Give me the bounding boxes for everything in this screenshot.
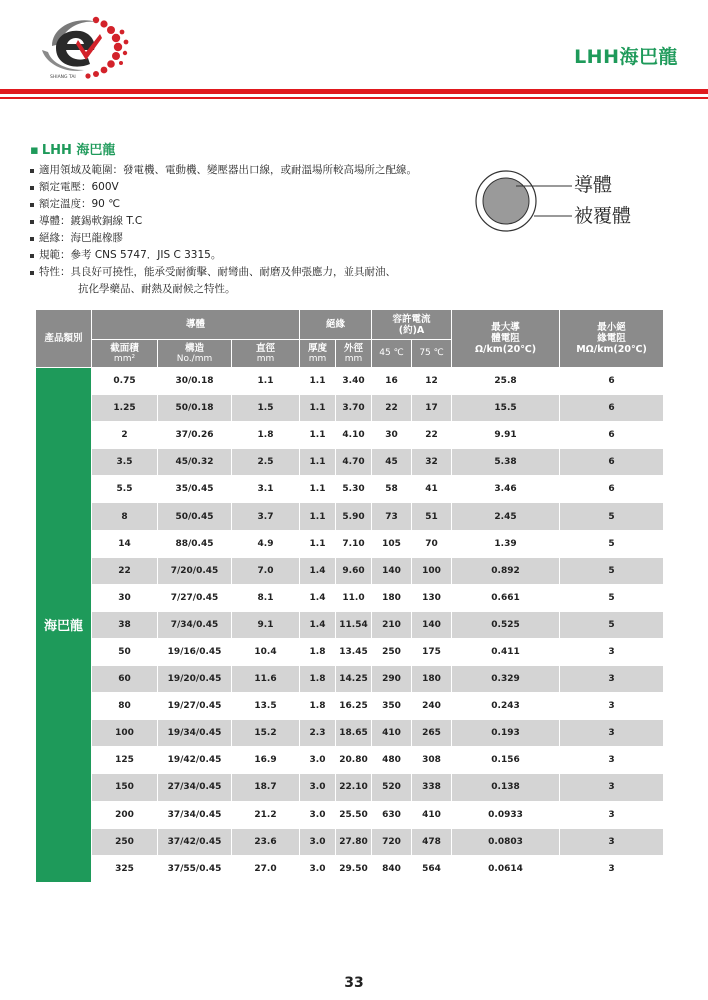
cell-area: 50: [92, 638, 158, 665]
cell-min-insulation: 5: [560, 611, 664, 638]
header-max-resistance: [452, 310, 560, 368]
cell-current-45: 45: [372, 449, 412, 476]
spec-table-container: [35, 309, 663, 883]
cell-area: 38: [92, 611, 158, 638]
cell-max-resistance: 0.329: [452, 666, 560, 693]
cell-area: 325: [92, 855, 158, 882]
cell-max-resistance: 3.46: [452, 476, 560, 503]
cell-current-45: 250: [372, 638, 412, 665]
cell-thickness: 1.4: [300, 584, 336, 611]
table-row: [36, 638, 664, 665]
header-conductor: 導體: [92, 310, 300, 340]
spec-voltage: 額定電壓：600V: [30, 179, 470, 196]
header-construction-line1: 構造: [184, 342, 204, 354]
cell-area: 100: [92, 720, 158, 747]
header-current-line1: 容許電流: [392, 313, 431, 325]
table-row: [36, 693, 664, 720]
page-number: 33: [344, 975, 364, 991]
cell-current-75: 41: [412, 476, 452, 503]
cell-max-resistance: 0.243: [452, 693, 560, 720]
cell-max-resistance: 0.0614: [452, 855, 560, 882]
cell-thickness: 2.3: [300, 720, 336, 747]
cell-outer-diameter: 3.70: [336, 395, 372, 422]
header-thickness: [300, 340, 336, 368]
cell-outer-diameter: 25.50: [336, 801, 372, 828]
spec-insulation: 絕緣：海巴龍橡膠: [30, 230, 470, 247]
cell-current-45: 720: [372, 828, 412, 855]
cell-outer-diameter: 7.10: [336, 530, 372, 557]
cell-current-45: 480: [372, 747, 412, 774]
label-conductor: 導體: [574, 174, 613, 196]
cable-cross-section-diagram: [472, 168, 672, 238]
cell-area: 150: [92, 774, 158, 801]
cell-min-insulation: 3: [560, 747, 664, 774]
cell-current-75: 308: [412, 747, 452, 774]
cell-thickness: 3.0: [300, 828, 336, 855]
header-current: [372, 310, 452, 340]
table-row: [36, 422, 664, 449]
cell-area: 60: [92, 666, 158, 693]
header-max-resistance-line1: 最大導: [491, 322, 520, 333]
header-temp-45: 45 ℃: [372, 340, 412, 368]
spec-properties-continued: 抗化學藥品、耐熱及耐候之特性。: [78, 283, 236, 295]
cell-max-resistance: 0.138: [452, 774, 560, 801]
table-row: [36, 801, 664, 828]
cell-outer-diameter: 29.50: [336, 855, 372, 882]
cell-min-insulation: 3: [560, 801, 664, 828]
header-divider-thick: [0, 89, 708, 94]
table-row: [36, 503, 664, 530]
cell-diameter: 3.7: [232, 503, 300, 530]
cell-outer-diameter: 5.90: [336, 503, 372, 530]
section-title-text: LHH 海巴龍: [41, 143, 116, 158]
cell-diameter: 9.1: [232, 611, 300, 638]
cell-thickness: 1.8: [300, 666, 336, 693]
cell-current-45: 30: [372, 422, 412, 449]
cell-area: 80: [92, 693, 158, 720]
cell-current-75: 51: [412, 503, 452, 530]
cell-current-75: 100: [412, 557, 452, 584]
cell-current-45: 16: [372, 368, 412, 395]
cell-min-insulation: 6: [560, 449, 664, 476]
cell-diameter: 1.8: [232, 422, 300, 449]
header-diameter: [232, 340, 300, 368]
cell-thickness: 1.8: [300, 693, 336, 720]
header-divider-thin: [0, 97, 708, 99]
cell-current-45: 290: [372, 666, 412, 693]
cell-outer-diameter: 14.25: [336, 666, 372, 693]
table-row: [36, 584, 664, 611]
cell-max-resistance: 0.892: [452, 557, 560, 584]
header-construction-line2: No./mm: [176, 353, 213, 364]
cell-diameter: 2.5: [232, 449, 300, 476]
cell-max-resistance: 15.5: [452, 395, 560, 422]
cell-max-resistance: 1.39: [452, 530, 560, 557]
cell-min-insulation: 5: [560, 503, 664, 530]
cell-min-insulation: 5: [560, 584, 664, 611]
cell-diameter: 27.0: [232, 855, 300, 882]
spec-properties: 特性：具良好可撓性，能承受耐衝擊、耐彎曲、耐磨及伸張應力，並具耐油、: [30, 264, 470, 281]
cell-current-45: 180: [372, 584, 412, 611]
table-body: [36, 368, 664, 883]
cell-max-resistance: 0.0933: [452, 801, 560, 828]
spec-application: 適用領域及範圍：發電機、電動機、變壓器出口線，或耐溫場所較高場所之配線。: [30, 162, 470, 179]
cell-thickness: 1.1: [300, 395, 336, 422]
table-row: [36, 449, 664, 476]
header-min-insulation-line3: MΩ/km(20℃): [576, 344, 647, 355]
cell-diameter: 3.1: [232, 476, 300, 503]
cell-diameter: 18.7: [232, 774, 300, 801]
cell-area: 2: [92, 422, 158, 449]
cell-construction: 30/0.18: [158, 368, 232, 395]
cell-thickness: 1.4: [300, 557, 336, 584]
table-row: [36, 476, 664, 503]
cell-area: 0.75: [92, 368, 158, 395]
cell-outer-diameter: 4.10: [336, 422, 372, 449]
cell-min-insulation: 5: [560, 557, 664, 584]
cell-thickness: 1.4: [300, 611, 336, 638]
cell-max-resistance: 2.45: [452, 503, 560, 530]
cell-min-insulation: 6: [560, 395, 664, 422]
table-row: [36, 720, 664, 747]
cell-construction: 45/0.32: [158, 449, 232, 476]
cell-area: 30: [92, 584, 158, 611]
cell-min-insulation: 3: [560, 666, 664, 693]
table-row: [36, 747, 664, 774]
label-insulation: 被覆體: [574, 205, 632, 227]
cell-max-resistance: 0.0803: [452, 828, 560, 855]
cell-construction: 35/0.45: [158, 476, 232, 503]
spec-list: [30, 162, 470, 298]
cell-current-75: 180: [412, 666, 452, 693]
cell-area: 125: [92, 747, 158, 774]
cell-current-45: 22: [372, 395, 412, 422]
cell-construction: 37/34/0.45: [158, 801, 232, 828]
cell-area: 14: [92, 530, 158, 557]
spec-standard: 規範：參考 CNS 5747．JIS C 3315。: [30, 247, 470, 264]
cell-outer-diameter: 5.30: [336, 476, 372, 503]
cell-current-75: 265: [412, 720, 452, 747]
table-row: [36, 395, 664, 422]
cell-construction: 19/20/0.45: [158, 666, 232, 693]
cell-thickness: 3.0: [300, 801, 336, 828]
cell-min-insulation: 6: [560, 476, 664, 503]
table-row: [36, 530, 664, 557]
cell-outer-diameter: 4.70: [336, 449, 372, 476]
cell-construction: 19/42/0.45: [158, 747, 232, 774]
cell-diameter: 21.2: [232, 801, 300, 828]
cell-construction: 19/34/0.45: [158, 720, 232, 747]
header-construction: [158, 340, 232, 368]
cell-thickness: 1.8: [300, 638, 336, 665]
cell-max-resistance: 0.525: [452, 611, 560, 638]
table-row: [36, 368, 664, 395]
cell-diameter: 10.4: [232, 638, 300, 665]
header-area: [92, 340, 158, 368]
cell-diameter: 4.9: [232, 530, 300, 557]
page-header-title: LHH海巴龍: [574, 46, 678, 68]
cell-construction: 27/34/0.45: [158, 774, 232, 801]
cell-construction: 37/55/0.45: [158, 855, 232, 882]
cell-area: 5.5: [92, 476, 158, 503]
cell-thickness: 3.0: [300, 747, 336, 774]
cell-max-resistance: 5.38: [452, 449, 560, 476]
cell-current-45: 520: [372, 774, 412, 801]
header-min-insulation: [560, 310, 664, 368]
header-current-line2: (約)A: [398, 324, 425, 336]
cell-area: 250: [92, 828, 158, 855]
header-max-resistance-line3: Ω/km(20℃): [474, 344, 537, 355]
section-title: [30, 139, 115, 158]
cell-max-resistance: 0.661: [452, 584, 560, 611]
cell-max-resistance: 0.411: [452, 638, 560, 665]
cell-min-insulation: 3: [560, 720, 664, 747]
cell-diameter: 7.0: [232, 557, 300, 584]
company-logo: [22, 8, 132, 82]
cell-current-75: 70: [412, 530, 452, 557]
header-category: 產品類別: [36, 310, 92, 368]
cell-thickness: 3.0: [300, 774, 336, 801]
cell-min-insulation: 5: [560, 530, 664, 557]
cell-outer-diameter: 18.65: [336, 720, 372, 747]
cell-construction: 50/0.18: [158, 395, 232, 422]
section-bullet: ▪: [30, 143, 39, 158]
cell-outer-diameter: 16.25: [336, 693, 372, 720]
cell-current-75: 140: [412, 611, 452, 638]
cell-area: 8: [92, 503, 158, 530]
header-outer-diameter: [336, 340, 372, 368]
cell-construction: 88/0.45: [158, 530, 232, 557]
header-thickness-line2: mm: [308, 353, 327, 364]
table-row: [36, 611, 664, 638]
header-area-line2: mm²: [113, 353, 136, 364]
category-cell: 海巴龍: [36, 368, 92, 883]
logo-text: SHIANG TAI: [50, 75, 76, 80]
header-area-line1: 截面積: [110, 342, 139, 354]
spec-table: [35, 309, 664, 883]
cell-diameter: 1.5: [232, 395, 300, 422]
cell-area: 3.5: [92, 449, 158, 476]
cell-min-insulation: 3: [560, 774, 664, 801]
spec-conductor: 導體：鍍錫軟銅線 T.C: [30, 213, 470, 230]
header-thickness-line1: 厚度: [307, 342, 327, 354]
cell-current-75: 12: [412, 368, 452, 395]
header-insulation: 絕緣: [300, 310, 372, 340]
cell-current-45: 840: [372, 855, 412, 882]
cell-max-resistance: 0.193: [452, 720, 560, 747]
cell-current-75: 17: [412, 395, 452, 422]
cell-max-resistance: 0.156: [452, 747, 560, 774]
cell-current-75: 32: [412, 449, 452, 476]
header-diameter-line2: mm: [256, 353, 275, 364]
cell-construction: 7/20/0.45: [158, 557, 232, 584]
cell-diameter: 1.1: [232, 368, 300, 395]
cell-construction: 37/42/0.45: [158, 828, 232, 855]
table-header: [36, 310, 664, 368]
cell-current-45: 410: [372, 720, 412, 747]
cell-current-75: 175: [412, 638, 452, 665]
cell-construction: 50/0.45: [158, 503, 232, 530]
cell-current-75: 410: [412, 801, 452, 828]
cell-min-insulation: 3: [560, 855, 664, 882]
cell-min-insulation: 3: [560, 828, 664, 855]
cell-current-45: 630: [372, 801, 412, 828]
cell-construction: 7/34/0.45: [158, 611, 232, 638]
cell-current-45: 58: [372, 476, 412, 503]
cell-diameter: 15.2: [232, 720, 300, 747]
cell-diameter: 13.5: [232, 693, 300, 720]
cell-diameter: 8.1: [232, 584, 300, 611]
cell-diameter: 11.6: [232, 666, 300, 693]
cell-min-insulation: 6: [560, 422, 664, 449]
cell-construction: 7/27/0.45: [158, 584, 232, 611]
cell-current-45: 350: [372, 693, 412, 720]
cell-outer-diameter: 11.0: [336, 584, 372, 611]
cell-current-45: 73: [372, 503, 412, 530]
table-row: [36, 557, 664, 584]
header-min-insulation-line2: 緣電阻: [597, 333, 626, 344]
cell-current-45: 105: [372, 530, 412, 557]
cell-outer-diameter: 20.80: [336, 747, 372, 774]
cell-construction: 19/16/0.45: [158, 638, 232, 665]
cell-thickness: 1.1: [300, 449, 336, 476]
cell-current-45: 210: [372, 611, 412, 638]
cell-outer-diameter: 9.60: [336, 557, 372, 584]
spec-temperature: 額定溫度：90 ℃: [30, 196, 470, 213]
cell-thickness: 3.0: [300, 855, 336, 882]
header-diameter-line1: 直徑: [255, 342, 275, 354]
cell-thickness: 1.1: [300, 503, 336, 530]
cell-outer-diameter: 22.10: [336, 774, 372, 801]
cell-thickness: 1.1: [300, 530, 336, 557]
cell-outer-diameter: 13.45: [336, 638, 372, 665]
cell-construction: 19/27/0.45: [158, 693, 232, 720]
header-min-insulation-line1: 最小絕: [597, 322, 626, 333]
header-temp-75: 75 ℃: [412, 340, 452, 368]
cell-outer-diameter: 3.40: [336, 368, 372, 395]
cell-thickness: 1.1: [300, 368, 336, 395]
cell-area: 200: [92, 801, 158, 828]
cell-max-resistance: 9.91: [452, 422, 560, 449]
cell-diameter: 23.6: [232, 828, 300, 855]
cell-current-45: 140: [372, 557, 412, 584]
table-row: [36, 855, 664, 882]
table-row: [36, 774, 664, 801]
cell-min-insulation: 6: [560, 368, 664, 395]
table-row: [36, 666, 664, 693]
cell-area: 1.25: [92, 395, 158, 422]
cell-current-75: 338: [412, 774, 452, 801]
cell-construction: 37/0.26: [158, 422, 232, 449]
cell-current-75: 130: [412, 584, 452, 611]
cell-outer-diameter: 11.54: [336, 611, 372, 638]
cell-outer-diameter: 27.80: [336, 828, 372, 855]
header-outer-line2: mm: [344, 353, 363, 364]
cell-thickness: 1.1: [300, 422, 336, 449]
header-outer-line1: 外徑: [344, 342, 364, 354]
table-row: [36, 828, 664, 855]
cell-max-resistance: 25.8: [452, 368, 560, 395]
cell-current-75: 564: [412, 855, 452, 882]
cell-min-insulation: 3: [560, 693, 664, 720]
cell-area: 22: [92, 557, 158, 584]
cell-min-insulation: 3: [560, 638, 664, 665]
cell-current-75: 22: [412, 422, 452, 449]
cell-current-75: 478: [412, 828, 452, 855]
cell-diameter: 16.9: [232, 747, 300, 774]
cell-current-75: 240: [412, 693, 452, 720]
cell-thickness: 1.1: [300, 476, 336, 503]
header-max-resistance-line2: 體電阻: [491, 333, 520, 344]
